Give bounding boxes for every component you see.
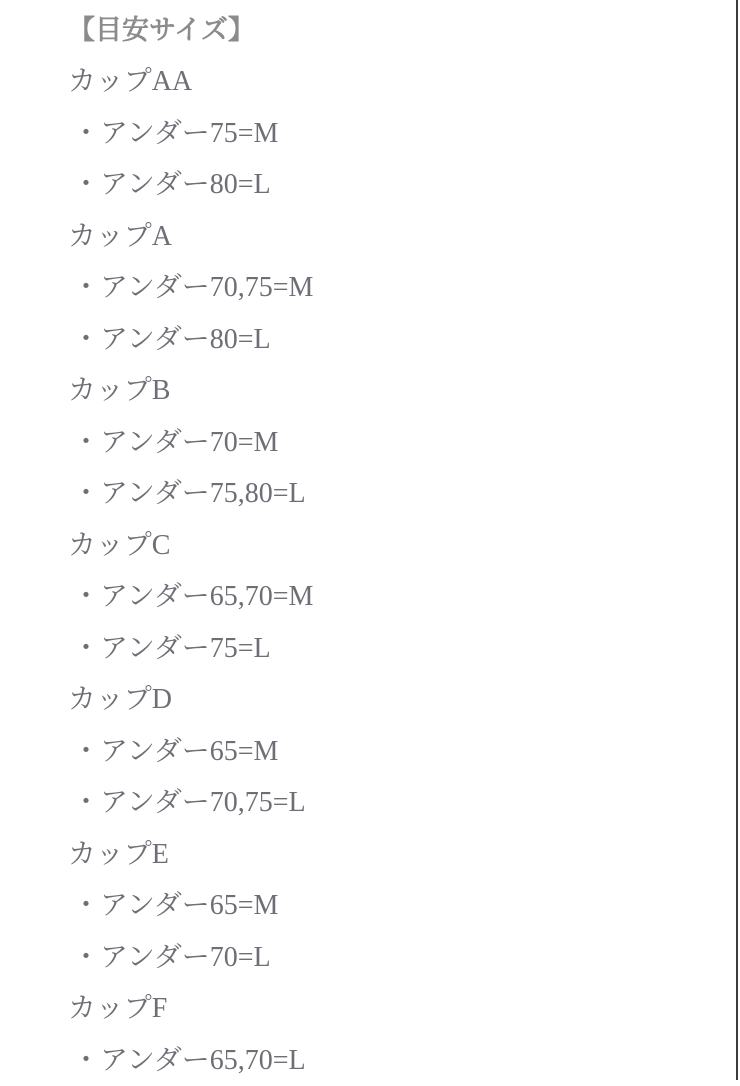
size-line: ・アンダー75=M [68, 108, 740, 160]
size-line: ・アンダー70=M [68, 417, 740, 469]
size-line: ・アンダー80=L [68, 314, 740, 366]
cup-label: カップA [68, 211, 740, 263]
cup-label: カップB [68, 365, 740, 417]
size-line: ・アンダー65,70=L [68, 1035, 740, 1086]
size-line: ・アンダー65,70=M [68, 571, 740, 623]
size-guide-list [68, 56, 740, 1086]
size-line: ・アンダー65=M [68, 726, 740, 778]
size-line: ・アンダー70,75=M [68, 262, 740, 314]
size-line: ・アンダー70=L [68, 932, 740, 984]
page-right-border [736, 0, 738, 1080]
cup-label: カップC [68, 520, 740, 572]
size-line: ・アンダー75=L [68, 623, 740, 675]
size-line: ・アンダー70,75=L [68, 777, 740, 829]
cup-label: カップD [68, 674, 740, 726]
size-guide-title: 【目安サイズ】 [68, 5, 740, 56]
cup-label: カップF [68, 983, 740, 1035]
size-line: ・アンダー80=L [68, 159, 740, 211]
size-line: ・アンダー75,80=L [68, 468, 740, 520]
cup-label: カップE [68, 829, 740, 881]
size-line: ・アンダー65=M [68, 880, 740, 932]
cup-label: カップAA [68, 56, 740, 108]
